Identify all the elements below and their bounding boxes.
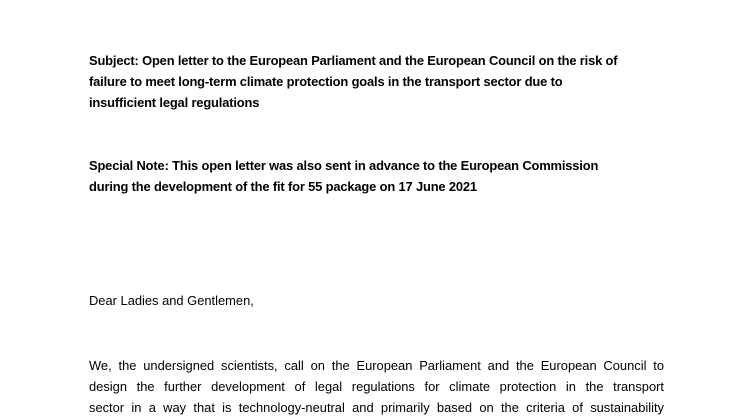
- special-note-line-1: Special Note: This open letter was also sent in advance to the European Commission: [89, 158, 599, 173]
- paragraph-line-3: sector in a way that is technology-neutral and primarily based on the criteria of sustainability: [89, 400, 664, 415]
- subject-line-3: insufficient legal regulations: [89, 95, 260, 110]
- subject-line-2: failure to meet long-term climate protection goals in the transport sector due to: [89, 74, 563, 89]
- paragraph-line-2: design the further development of legal regulations for climate protection in the transport: [89, 379, 664, 394]
- special-note: [89, 155, 664, 197]
- paragraph-line-1: We, the undersigned scientists, call on the European Parliament and the European Council to: [89, 358, 664, 373]
- salutation: [89, 290, 664, 311]
- subject-heading: [89, 50, 664, 113]
- subject-line-1: Subject: Open letter to the European Parliament and the European Council on the risk of: [89, 53, 618, 68]
- body-paragraph: [89, 355, 664, 418]
- salutation-text: Dear Ladies and Gentlemen,: [89, 293, 254, 308]
- special-note-line-2: during the development of the fit for 55 package on 17 June 2021: [89, 179, 477, 194]
